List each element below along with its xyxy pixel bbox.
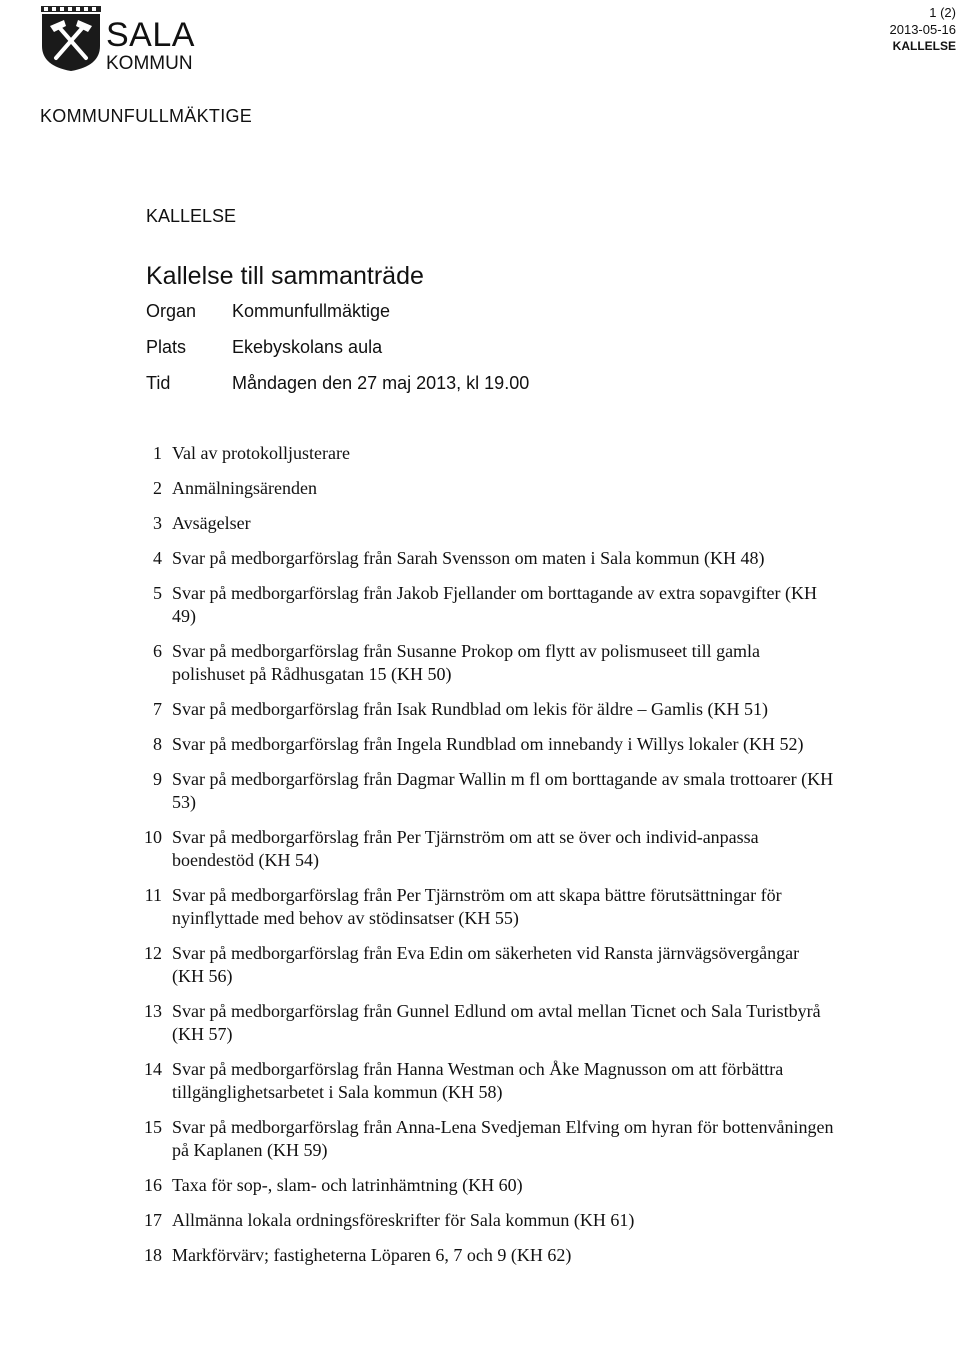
agenda-text: Svar på medborgarförslag från Hanna Westman och Åke Magnusson om att förbättra tillgänglighetsarbetet i Sala kommun (KH 58)	[172, 1059, 784, 1102]
agenda-number: 2	[153, 478, 162, 498]
coat-of-arms-icon	[40, 6, 102, 72]
document-date: 2013-05-16	[889, 22, 956, 37]
agenda-item	[134, 1116, 834, 1162]
agenda-list	[134, 442, 834, 1267]
document-type: KALLELSE	[892, 39, 956, 53]
info-value: Ekebyskolans aula	[232, 337, 383, 357]
agenda-number: 17	[144, 1210, 162, 1230]
agenda-item	[134, 640, 834, 686]
info-label: Tid	[146, 373, 171, 393]
document-label: KALLELSE	[146, 206, 237, 226]
info-label: Plats	[146, 337, 187, 357]
agenda-item	[134, 477, 834, 500]
document-meta	[890, 4, 957, 55]
agenda-text: Taxa för sop-, slam- och latrinhämtning (KH 60)	[172, 1175, 523, 1195]
agenda-number: 14	[144, 1059, 162, 1079]
info-label: Organ	[146, 301, 197, 321]
agenda-text: Svar på medborgarförslag från Gunnel Edlund om avtal mellan Ticnet och Sala Turistbyrå (KH 57)	[172, 1001, 821, 1044]
agenda-item	[134, 768, 834, 814]
agenda-text: Svar på medborgarförslag från Per Tjärnström om att skapa bättre förutsättningar för nyinflyttade med behov av stödinsatser (KH 55)	[172, 885, 782, 928]
agenda-item	[134, 1000, 834, 1046]
agenda-text: Markförvärv; fastigheterna Löparen 6, 7 och 9 (KH 62)	[172, 1245, 572, 1265]
agenda-number: 12	[144, 943, 162, 963]
info-value: Måndagen den 27 maj 2013, kl 19.00	[232, 373, 530, 393]
agenda-text: Anmälningsärenden	[172, 478, 317, 498]
agenda-number: 10	[144, 827, 162, 847]
logo-subtitle: KOMMUN	[106, 53, 193, 74]
agenda-number: 6	[153, 641, 162, 661]
agenda-item	[134, 1244, 834, 1267]
agenda-number: 11	[144, 885, 162, 905]
agenda-number: 3	[153, 513, 162, 533]
agenda-number: 13	[144, 1001, 162, 1021]
agenda-text: Svar på medborgarförslag från Susanne Prokop om flytt av polismuseet till gamla polishuset på Rådhusgatan 15 (KH 50)	[172, 641, 761, 684]
agenda-item	[134, 547, 834, 570]
agenda-number: 16	[144, 1175, 162, 1195]
logo-name: SALA	[106, 16, 195, 54]
agenda-text: Svar på medborgarförslag från Anna-Lena Svedjeman Elfving om hyran för bottenvåningen på Kaplanen (KH 59)	[172, 1117, 834, 1160]
agenda-text: Svar på medborgarförslag från Sarah Svensson om maten i Sala kommun (KH 48)	[172, 548, 765, 568]
department-name: KOMMUNFULLMÄKTIGE	[40, 106, 253, 126]
agenda-text: Svar på medborgarförslag från Eva Edin om säkerheten vid Ransta järnvägsövergångar (KH 56)	[172, 943, 800, 986]
agenda-item	[134, 942, 834, 988]
agenda-text: Svar på medborgarförslag från Jakob Fjellander om borttagande av extra sopavgifter (KH 49)	[172, 583, 817, 626]
agenda-text: Svar på medborgarförslag från Isak Rundblad om lekis för äldre – Gamlis (KH 51)	[172, 699, 769, 719]
agenda-text: Svar på medborgarförslag från Per Tjärnström om att se över och individ-anpassa boendestöd (KH 54)	[172, 827, 759, 870]
agenda-number: 7	[153, 699, 162, 719]
agenda-item	[134, 698, 834, 721]
agenda-text: Svar på medborgarförslag från Dagmar Wallin m fl om borttagande av smala trottoarer (KH 53)	[172, 769, 834, 812]
agenda-text: Val av protokolljusterare	[172, 443, 350, 463]
agenda-number: 1	[153, 443, 162, 463]
agenda-item	[134, 1174, 834, 1197]
agenda-item	[134, 1058, 834, 1104]
agenda-item	[134, 1209, 834, 1232]
info-value: Kommunfullmäktige	[232, 301, 391, 321]
agenda-item	[134, 442, 834, 465]
agenda-number: 15	[144, 1117, 162, 1137]
agenda-item	[134, 884, 834, 930]
page-title: Kallelse till sammanträde	[146, 262, 424, 290]
page-number: 1 (2)	[929, 5, 956, 20]
agenda-number: 5	[153, 583, 162, 603]
agenda-number: 18	[144, 1245, 162, 1265]
agenda-text: Svar på medborgarförslag från Ingela Rundblad om innebandy i Willys lokaler (KH 52)	[172, 734, 804, 754]
agenda-item	[134, 826, 834, 872]
agenda-number: 9	[153, 769, 162, 789]
sala-kommun-logo	[40, 6, 206, 72]
agenda-item	[134, 582, 834, 628]
agenda-number: 8	[153, 734, 162, 754]
agenda-text: Avsägelser	[172, 513, 251, 533]
agenda-item	[134, 512, 834, 535]
agenda-number: 4	[153, 548, 162, 568]
agenda-text: Allmänna lokala ordningsföreskrifter för Sala kommun (KH 61)	[172, 1210, 635, 1230]
agenda-item	[134, 733, 834, 756]
